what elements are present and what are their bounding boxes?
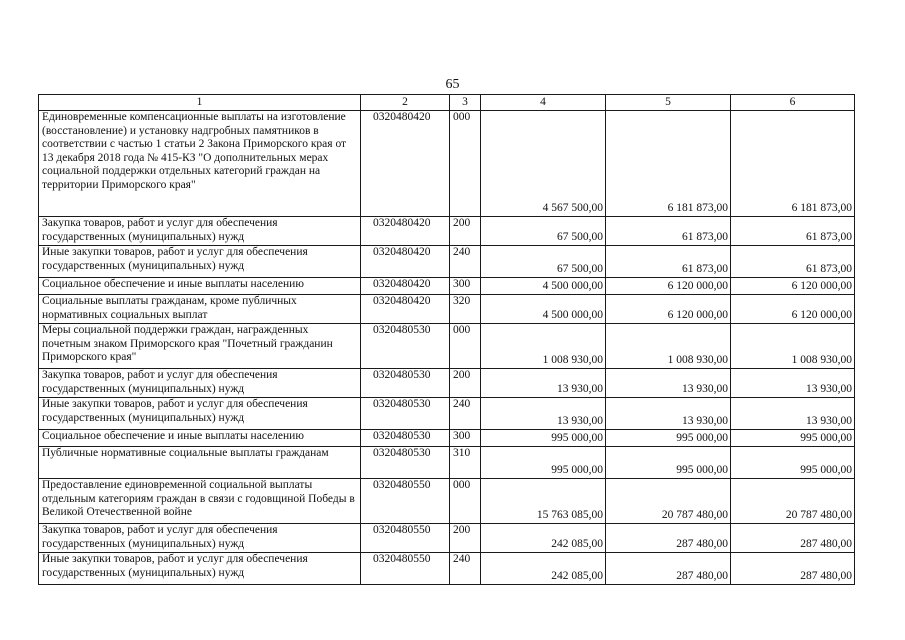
table-row <box>39 278 855 295</box>
row-code-cell: 0320480420 <box>361 278 450 295</box>
row-code-cell: 0320480550 <box>361 479 450 524</box>
row-type-cell: 300 <box>450 430 481 447</box>
row-value-cell: 242 085,00 <box>481 524 606 553</box>
table-row <box>39 430 855 447</box>
row-type-cell: 000 <box>450 111 481 217</box>
row-value-cell: 1 008 930,00 <box>481 324 606 369</box>
row-value-cell: 995 000,00 <box>481 447 606 479</box>
row-name-cell: Социальное обеспечение и иные выплаты населению <box>39 430 361 447</box>
row-value-cell: 15 763 085,00 <box>481 479 606 524</box>
table-row <box>39 295 855 324</box>
row-value-cell: 13 930,00 <box>731 398 855 430</box>
row-code-cell: 0320480530 <box>361 398 450 430</box>
table-row <box>39 111 855 217</box>
row-value-cell: 6 120 000,00 <box>606 295 731 324</box>
row-name-cell: Социальное обеспечение и иные выплаты населению <box>39 278 361 295</box>
column-header: 6 <box>731 95 855 111</box>
page-number: 65 <box>445 77 460 92</box>
row-value-cell: 61 873,00 <box>731 246 855 278</box>
row-value-cell: 6 181 873,00 <box>731 111 855 217</box>
row-name-cell: Закупка товаров, работ и услуг для обеспечения государственных (муниципальных) нужд <box>39 524 361 553</box>
row-name-cell: Закупка товаров, работ и услуг для обеспечения государственных (муниципальных) нужд <box>39 217 361 246</box>
row-code-cell: 0320480530 <box>361 430 450 447</box>
row-value-cell: 4 500 000,00 <box>481 278 606 295</box>
row-value-cell: 13 930,00 <box>481 369 606 398</box>
row-code-cell: 0320480530 <box>361 324 450 369</box>
row-value-cell: 20 787 480,00 <box>606 479 731 524</box>
row-value-cell: 13 930,00 <box>606 398 731 430</box>
row-value-cell: 995 000,00 <box>606 447 731 479</box>
row-type-cell: 310 <box>450 447 481 479</box>
row-type-cell: 240 <box>450 553 481 585</box>
row-value-cell: 287 480,00 <box>606 524 731 553</box>
row-value-cell: 4 500 000,00 <box>481 295 606 324</box>
table-row <box>39 369 855 398</box>
table-row <box>39 479 855 524</box>
column-header: 5 <box>606 95 731 111</box>
row-value-cell: 67 500,00 <box>481 246 606 278</box>
row-value-cell: 995 000,00 <box>606 430 731 447</box>
row-value-cell: 995 000,00 <box>731 447 855 479</box>
row-type-cell: 240 <box>450 398 481 430</box>
row-code-cell: 0320480420 <box>361 217 450 246</box>
table-body <box>39 95 855 585</box>
row-code-cell: 0320480550 <box>361 524 450 553</box>
row-code-cell: 0320480530 <box>361 447 450 479</box>
row-value-cell: 995 000,00 <box>731 430 855 447</box>
table-row <box>39 398 855 430</box>
row-value-cell: 20 787 480,00 <box>731 479 855 524</box>
row-name-cell: Предоставление единовременной социальной выплаты отдельным категориям граждан в связи с годовщиной Победы в Великой Отечественной войне <box>39 479 361 524</box>
row-value-cell: 13 930,00 <box>731 369 855 398</box>
table-row <box>39 324 855 369</box>
row-type-cell: 300 <box>450 278 481 295</box>
row-type-cell: 320 <box>450 295 481 324</box>
row-type-cell: 200 <box>450 369 481 398</box>
table-row <box>39 246 855 278</box>
row-name-cell: Меры социальной поддержки граждан, награжденных почетным знаком Приморского края "Почетный гражданин Приморского края" <box>39 324 361 369</box>
row-value-cell: 6 120 000,00 <box>731 278 855 295</box>
row-code-cell: 0320480420 <box>361 295 450 324</box>
row-value-cell: 6 120 000,00 <box>606 278 731 295</box>
row-code-cell: 0320480420 <box>361 111 450 217</box>
row-value-cell: 61 873,00 <box>606 217 731 246</box>
row-name-cell: Единовременные компенсационные выплаты на изготовление (восстановление) и установку надгробных памятников в соответствии с частью 1 статьи 2 Закона Приморского края от 13 декабря 2018 года № 415-КЗ "О дополнительных мерах социальной поддержки отдельных категорий граждан на территории Приморского края" <box>39 111 361 217</box>
row-name-cell: Социальные выплаты гражданам, кроме публичных нормативных социальных выплат <box>39 295 361 324</box>
row-value-cell: 13 930,00 <box>606 369 731 398</box>
column-header: 4 <box>481 95 606 111</box>
row-name-cell: Иные закупки товаров, работ и услуг для обеспечения государственных (муниципальных) нужд <box>39 553 361 585</box>
row-type-cell: 200 <box>450 524 481 553</box>
row-value-cell: 242 085,00 <box>481 553 606 585</box>
row-value-cell: 6 120 000,00 <box>731 295 855 324</box>
row-value-cell: 287 480,00 <box>606 553 731 585</box>
row-value-cell: 287 480,00 <box>731 524 855 553</box>
row-value-cell: 1 008 930,00 <box>731 324 855 369</box>
row-value-cell: 61 873,00 <box>731 217 855 246</box>
row-type-cell: 240 <box>450 246 481 278</box>
row-value-cell: 13 930,00 <box>481 398 606 430</box>
row-value-cell: 6 181 873,00 <box>606 111 731 217</box>
table-row <box>39 447 855 479</box>
budget-table <box>38 94 855 585</box>
row-value-cell: 1 008 930,00 <box>606 324 731 369</box>
table-header-row <box>39 95 855 111</box>
table-row <box>39 217 855 246</box>
row-type-cell: 000 <box>450 324 481 369</box>
row-value-cell: 61 873,00 <box>606 246 731 278</box>
row-code-cell: 0320480550 <box>361 553 450 585</box>
table-row <box>39 553 855 585</box>
table-row <box>39 524 855 553</box>
column-header: 2 <box>361 95 450 111</box>
row-value-cell: 4 567 500,00 <box>481 111 606 217</box>
row-code-cell: 0320480530 <box>361 369 450 398</box>
row-name-cell: Публичные нормативные социальные выплаты гражданам <box>39 447 361 479</box>
column-header: 3 <box>450 95 481 111</box>
row-name-cell: Закупка товаров, работ и услуг для обеспечения государственных (муниципальных) нужд <box>39 369 361 398</box>
row-type-cell: 200 <box>450 217 481 246</box>
column-header: 1 <box>39 95 361 111</box>
row-name-cell: Иные закупки товаров, работ и услуг для обеспечения государственных (муниципальных) нужд <box>39 398 361 430</box>
row-name-cell: Иные закупки товаров, работ и услуг для обеспечения государственных (муниципальных) нужд <box>39 246 361 278</box>
row-value-cell: 67 500,00 <box>481 217 606 246</box>
row-value-cell: 287 480,00 <box>731 553 855 585</box>
row-type-cell: 000 <box>450 479 481 524</box>
row-code-cell: 0320480420 <box>361 246 450 278</box>
row-value-cell: 995 000,00 <box>481 430 606 447</box>
